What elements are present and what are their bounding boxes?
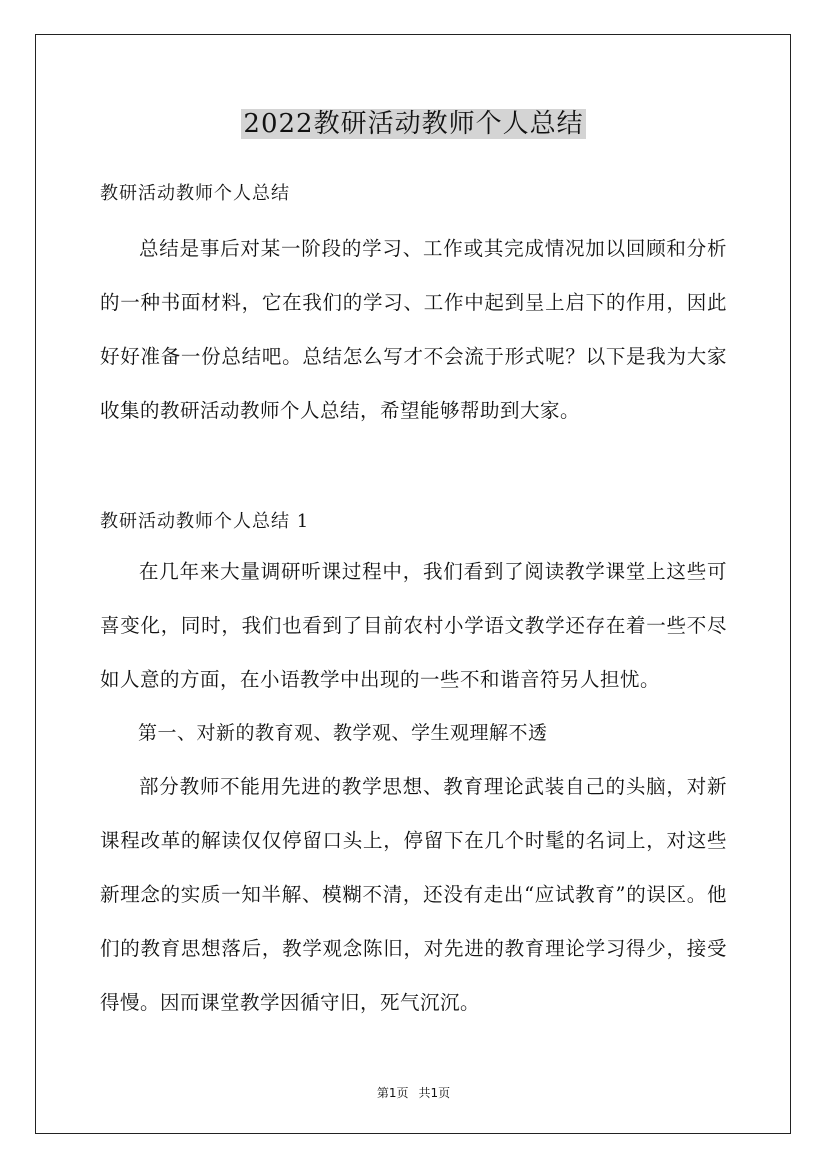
- section-1-point-1: 第一、对新的教育观、教学观、学生观理解不透: [138, 722, 548, 744]
- section-1-heading: 教研活动教师个人总结 1: [100, 511, 310, 532]
- document-title: [0, 104, 827, 144]
- document-title-text: 2022教研活动教师个人总结: [243, 109, 584, 139]
- document-subtitle: 教研活动教师个人总结: [100, 183, 290, 204]
- intro-paragraph: 总结是事后对某一阶段的学习、工作或其完成情况加以回顾和分析的一种书面材料，它在我们的学习、工作中起到呈上启下的作用，因此好好准备一份总结吧。总结怎么写才不会流于形式呢？以下是我为大家收集的教研活动教师个人总结，希望能够帮助到大家。: [100, 237, 727, 422]
- section-1-paragraph-1: 在几年来大量调研听课过程中，我们看到了阅读教学课堂上这些可喜变化，同时，我们也看到了目前农村小学语文教学还存在着一些不尽如人意的方面，在小语教学中出现的一些不和谐音符另人担忧。: [100, 560, 727, 691]
- page-total: 共1页: [418, 1086, 451, 1100]
- page-number: 第1页: [376, 1086, 409, 1100]
- section-1-paragraph-2: 部分教师不能用先进的教学思想、教育理论武装自己的头脑，对新课程改革的解读仅仅停留口头上，停留下在几个时髦的名词上，对这些新理念的实质一知半解、模糊不清，还没有走出“应试教育”的误区。他们的教育思想落后，教学观念陈旧，对先进的教育理论学习得少，接受得慢。因而课堂教学因循守旧，死气沉沉。: [100, 775, 727, 1014]
- page-footer: [0, 1084, 827, 1101]
